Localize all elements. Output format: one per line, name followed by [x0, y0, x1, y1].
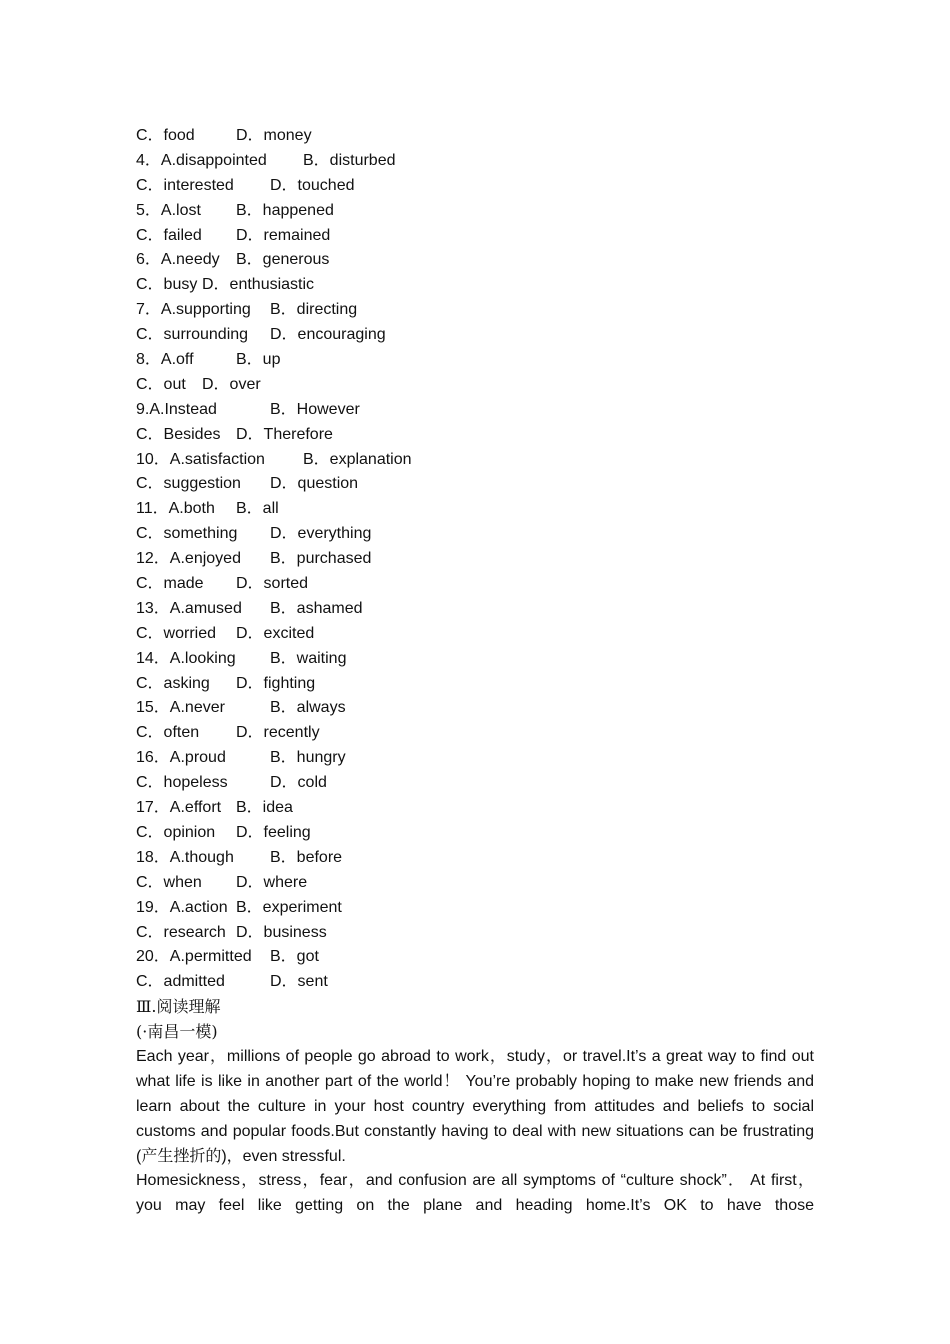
option-left: C．surrounding [136, 326, 249, 344]
option-row [136, 398, 814, 423]
option-right: D．business [236, 923, 327, 941]
option-right: D．encouraging [270, 326, 386, 344]
answer-options-list [136, 124, 814, 995]
option-row [136, 497, 814, 522]
option-right: B．However [270, 400, 360, 418]
option-left: C．made [136, 575, 204, 593]
option-row [136, 472, 814, 497]
option-row [136, 149, 814, 174]
option-right: B．disturbed [303, 151, 396, 169]
option-left: 6．A.needy [136, 251, 220, 269]
passage-paragraph-2: Homesickness，stress，fear，and confusion are all symptoms of “culture shock”． At first， you may feel like getting on the plane and heading home.It’s OK to have those [136, 1172, 814, 1215]
option-row [136, 124, 814, 149]
option-right: B．always [270, 699, 346, 717]
section-heading: Ⅲ.阅读理解 [136, 997, 221, 1017]
option-left: C．admitted [136, 973, 225, 991]
option-row [136, 174, 814, 199]
option-right: D．Therefore [236, 425, 333, 443]
document-page [136, 124, 814, 1219]
option-left: C．food [136, 127, 195, 144]
option-row [136, 448, 814, 473]
option-row [136, 970, 814, 995]
option-left: 20．A.permitted [136, 948, 252, 966]
option-right: D．sorted [236, 575, 309, 593]
option-left: C．Besides [136, 425, 221, 443]
option-right: D．cold [270, 774, 327, 792]
option-left: C．out [136, 375, 186, 393]
option-row [136, 597, 814, 622]
option-left: 11．A.both [136, 500, 215, 518]
option-left: 18．A.though [136, 848, 234, 866]
option-right: D．excited [236, 624, 315, 642]
option-row [136, 423, 814, 448]
option-row [136, 273, 814, 298]
option-row [136, 522, 814, 547]
option-left: 10．A.satisfaction [136, 450, 265, 468]
option-right: B．ashamed [270, 599, 363, 617]
option-left: 9.A.Instead [136, 400, 217, 418]
option-row [136, 846, 814, 871]
option-row [136, 771, 814, 796]
option-row [136, 248, 814, 273]
option-right: B．before [270, 848, 343, 866]
source-note: (·南昌一模) [136, 1022, 218, 1042]
option-right: D．question [270, 475, 359, 493]
option-row [136, 672, 814, 697]
option-left: C．suggestion [136, 475, 241, 493]
passage-paragraph-1: Each year，millions of people go abroad to work，study，or travel.It’s a great way to find out what life is like in another part of the world！ You’re probably hoping to make new friends and learn about the culture in your host country everything from attitudes and beliefs to social customs and popular foods.But constantly having to deal with new situations can be frustrating (产生挫折的)，even stressful. [136, 1047, 814, 1165]
option-right: D．remained [236, 226, 331, 244]
option-right: B．all [236, 500, 279, 518]
option-right: D．over [202, 375, 261, 393]
option-left: C．failed [136, 226, 202, 244]
option-right: B．up [236, 351, 281, 369]
option-row [136, 746, 814, 771]
option-row [136, 696, 814, 721]
option-row [136, 199, 814, 224]
option-row [136, 622, 814, 647]
option-left: C．when [136, 873, 202, 891]
option-left: C．research [136, 923, 226, 941]
option-right: D．enthusiastic [202, 276, 315, 294]
option-row [136, 373, 814, 398]
option-left: 5．A.lost [136, 201, 201, 219]
option-left: C．something [136, 525, 238, 543]
option-left: C．busy [136, 276, 198, 294]
option-right: B．got [270, 948, 319, 966]
option-row [136, 348, 814, 373]
option-row [136, 572, 814, 597]
option-left: 7．A.supporting [136, 301, 251, 319]
option-left: 14．A.looking [136, 649, 236, 667]
option-row [136, 896, 814, 921]
option-right: B．waiting [270, 649, 347, 667]
option-right: D．touched [270, 176, 355, 194]
option-row [136, 821, 814, 846]
option-row [136, 224, 814, 249]
option-right: D．everything [270, 525, 372, 543]
option-left: C．hopeless [136, 774, 228, 792]
option-row [136, 921, 814, 946]
option-row [136, 298, 814, 323]
option-left: 8．A.off [136, 351, 194, 369]
option-right: D．fighting [236, 674, 316, 692]
option-left: C．often [136, 724, 200, 742]
option-row [136, 945, 814, 970]
option-left: 15．A.never [136, 699, 225, 717]
option-row [136, 721, 814, 746]
option-left: C．worried [136, 624, 217, 642]
option-right: D．recently [236, 724, 320, 742]
option-right: B．hungry [270, 749, 346, 767]
option-left: C．interested [136, 176, 234, 194]
option-right: D．feeling [236, 823, 311, 841]
option-right: B．explanation [303, 450, 412, 468]
option-right: B．directing [270, 301, 358, 319]
option-row [136, 647, 814, 672]
option-row [136, 547, 814, 572]
option-left: C．asking [136, 674, 210, 692]
option-right: B．purchased [270, 550, 372, 568]
option-left: 13．A.amused [136, 599, 242, 617]
option-right: D．money [236, 127, 312, 144]
option-right: B．experiment [236, 898, 342, 916]
option-right: B．generous [236, 251, 330, 269]
option-right: D．sent [270, 973, 328, 991]
option-left: 19．A.action [136, 898, 228, 916]
option-right: B．idea [236, 799, 293, 817]
option-right: D．where [236, 873, 308, 891]
option-left: 16．A.proud [136, 749, 226, 767]
option-left: 12．A.enjoyed [136, 550, 241, 568]
option-left: 4．A.disappointed [136, 151, 267, 169]
option-right: B．happened [236, 201, 334, 219]
option-row [136, 871, 814, 896]
option-left: 17．A.effort [136, 799, 222, 817]
option-row [136, 796, 814, 821]
option-left: C．opinion [136, 823, 216, 841]
option-row [136, 323, 814, 348]
